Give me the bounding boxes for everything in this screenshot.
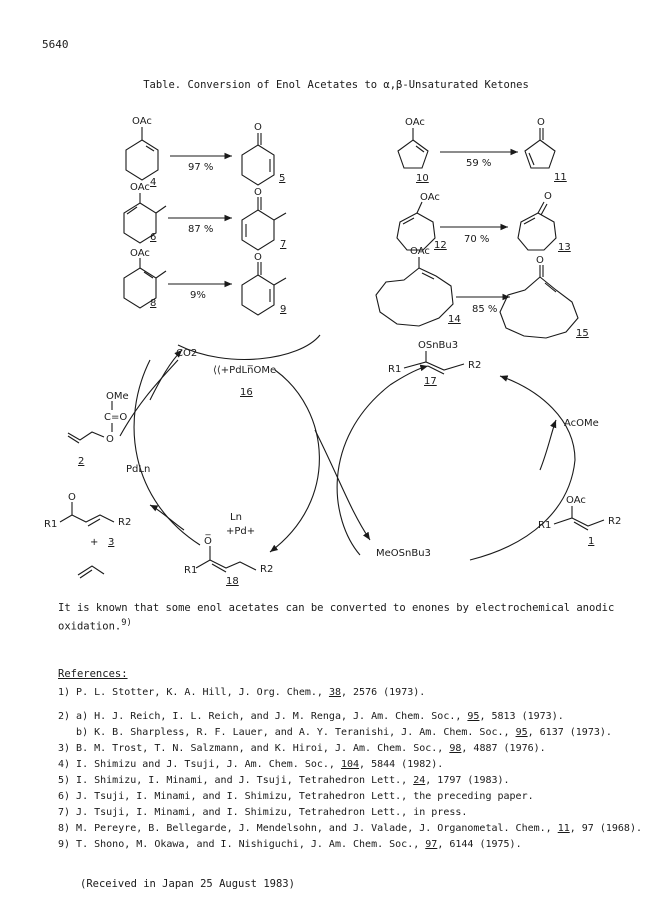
svg-text:OSnBu3: OSnBu3 — [418, 340, 459, 351]
reference-item: 3) B. M. Trost, T. N. Salzmann, and K. Hiroi, J. Am. Chem. Soc., 98, 4887 (1976). — [58, 743, 546, 754]
table-caption: Table. Conversion of Enol Acetates to α,β-Unsaturated Ketones — [143, 79, 529, 91]
reference-item: 5) I. Shimizu, I. Minami, and J. Tsuji, Tetrahedron Lett., 24, 1797 (1983). — [58, 775, 510, 786]
svg-text:R2: R2 — [118, 517, 132, 528]
svg-text:12: 12 — [434, 240, 447, 251]
compound-16-label: 16 — [240, 387, 253, 398]
compound-14 — [376, 246, 461, 326]
compound-15 — [500, 255, 589, 339]
meosnbu3-label: MeOSnBu3 — [376, 548, 431, 559]
svg-text:59 %: 59 % — [466, 158, 492, 169]
svg-text:O: O — [106, 434, 114, 445]
allyl-methyl-carbonate — [68, 391, 129, 467]
tin-enolate-17 — [388, 340, 481, 387]
svg-text:OAc: OAc — [410, 246, 430, 257]
top-arc — [178, 335, 320, 359]
svg-text:6: 6 — [150, 232, 157, 243]
svg-text:R2: R2 — [608, 516, 622, 527]
acome-label: AcOMe — [564, 418, 599, 429]
received-line: (Received in Japan 25 August 1983) — [80, 878, 295, 890]
svg-text:O: O — [254, 252, 262, 263]
svg-text:11: 11 — [554, 172, 567, 183]
svg-text:10: 10 — [416, 173, 429, 184]
pd-complex-label: ⟨⟨+PdLn̅OMe — [213, 365, 277, 376]
compound-12 — [397, 192, 447, 251]
svg-text:OAc: OAc — [130, 182, 150, 193]
reference-item: 9) T. Shono, M. Okawa, and I. Nishiguchi, J. Am. Chem. Soc., 97, 6144 (1975). — [58, 839, 522, 850]
svg-text:8: 8 — [150, 298, 157, 309]
reference-item: b) K. B. Sharpless, R. F. Lauer, and A. Y. Teranishi, J. Am. Chem. Soc., 95, 6137 (1973). — [58, 727, 612, 738]
compound-4 — [126, 116, 158, 188]
svg-text:2: 2 — [78, 456, 85, 467]
down-arc — [270, 370, 319, 552]
svg-text:OAc: OAc — [566, 495, 586, 506]
svg-text:13: 13 — [558, 242, 571, 253]
svg-text:R1: R1 — [184, 565, 198, 576]
svg-text:17: 17 — [424, 376, 437, 387]
reference-item: 4) I. Shimizu and J. Tsuji, J. Am. Chem. Soc., 104, 5844 (1982). — [58, 759, 444, 770]
svg-text:15: 15 — [576, 328, 589, 339]
compound-7 — [242, 187, 286, 250]
reference-item: 7) J. Tsuji, I. Minami, and I. Shimizu, Tetrahedron Lett., in press. — [58, 807, 468, 818]
svg-text:3: 3 — [108, 537, 115, 548]
svg-text:OAc: OAc — [420, 192, 440, 203]
compound-number: 4 — [150, 177, 157, 188]
enol-acetate-1 — [538, 495, 621, 547]
svg-text:+Pd+: +Pd+ — [226, 526, 256, 537]
svg-text:70 %: 70 % — [464, 234, 490, 245]
svg-text:O: O — [544, 191, 552, 202]
svg-text:OAc: OAc — [405, 117, 425, 128]
svg-text:R1: R1 — [44, 519, 58, 530]
compound-13 — [518, 191, 571, 253]
svg-text:O: O — [68, 492, 76, 503]
compound-6 — [124, 182, 166, 243]
svg-text:R2: R2 — [468, 360, 482, 371]
svg-text:85 %: 85 % — [472, 304, 498, 315]
svg-text:O: O — [536, 255, 544, 266]
svg-text:9%: 9% — [190, 290, 206, 301]
page-number: 5640 — [42, 38, 69, 51]
svg-text:O: O — [537, 117, 545, 128]
references-heading: References: — [58, 668, 128, 680]
compound-9 — [242, 252, 286, 315]
enone-3 — [44, 492, 131, 578]
compound-11 — [525, 117, 567, 183]
svg-text:18: 18 — [226, 576, 239, 587]
co2-label: CO2 — [176, 348, 198, 359]
svg-text:O̅: O̅ — [204, 536, 212, 547]
svg-text:O: O — [254, 122, 262, 133]
compound-5 — [242, 122, 285, 185]
body-paragraph: It is known that some enol acetates can be converted to enones by electrochemical anodic oxidation.$^{9)}$ — [58, 602, 615, 633]
svg-text:R1: R1 — [538, 520, 552, 531]
svg-text:87 %: 87 % — [188, 224, 214, 235]
yield-label: 97 % — [188, 162, 214, 173]
compound-number: 5 — [279, 173, 286, 184]
pdln-label: PdLn — [126, 464, 151, 475]
compound-10 — [398, 117, 429, 184]
svg-text:1: 1 — [588, 536, 595, 547]
svg-text:+: + — [90, 537, 99, 548]
paragraph-ref: 9) — [121, 618, 132, 628]
oac-label: OAc — [132, 116, 152, 127]
svg-text:14: 14 — [448, 314, 461, 325]
svg-text:R2: R2 — [260, 564, 274, 575]
reference-item: 1) P. L. Stotter, K. A. Hill, J. Org. Chem., 38, 2576 (1973). — [58, 687, 426, 698]
svg-text:C=O: C=O — [104, 412, 128, 423]
svg-text:O: O — [254, 187, 262, 198]
compound-8 — [124, 248, 166, 309]
right-cycle-arc — [470, 376, 575, 560]
svg-text:OAc: OAc — [130, 248, 150, 259]
svg-text:9: 9 — [280, 304, 287, 315]
pd-enolate-18 — [184, 512, 273, 587]
reference-item: 6) J. Tsuji, I. Minami, and I. Shimizu, Tetrahedron Lett., the preceding paper. — [58, 791, 534, 802]
reference-item: 8) M. Pereyre, B. Bellegarde, J. Mendelsohn, and J. Valade, J. Organometal. Chem., 11, 97 (1968). — [58, 823, 642, 834]
svg-text:Ln: Ln — [230, 512, 242, 523]
reference-item: 2) a) H. J. Reich, I. L. Reich, and J. M. Renga, J. Am. Chem. Soc., 95, 5813 (1973). — [58, 711, 564, 722]
svg-text:R1: R1 — [388, 364, 402, 375]
svg-text:7: 7 — [280, 239, 287, 250]
svg-text:OMe: OMe — [106, 391, 129, 402]
